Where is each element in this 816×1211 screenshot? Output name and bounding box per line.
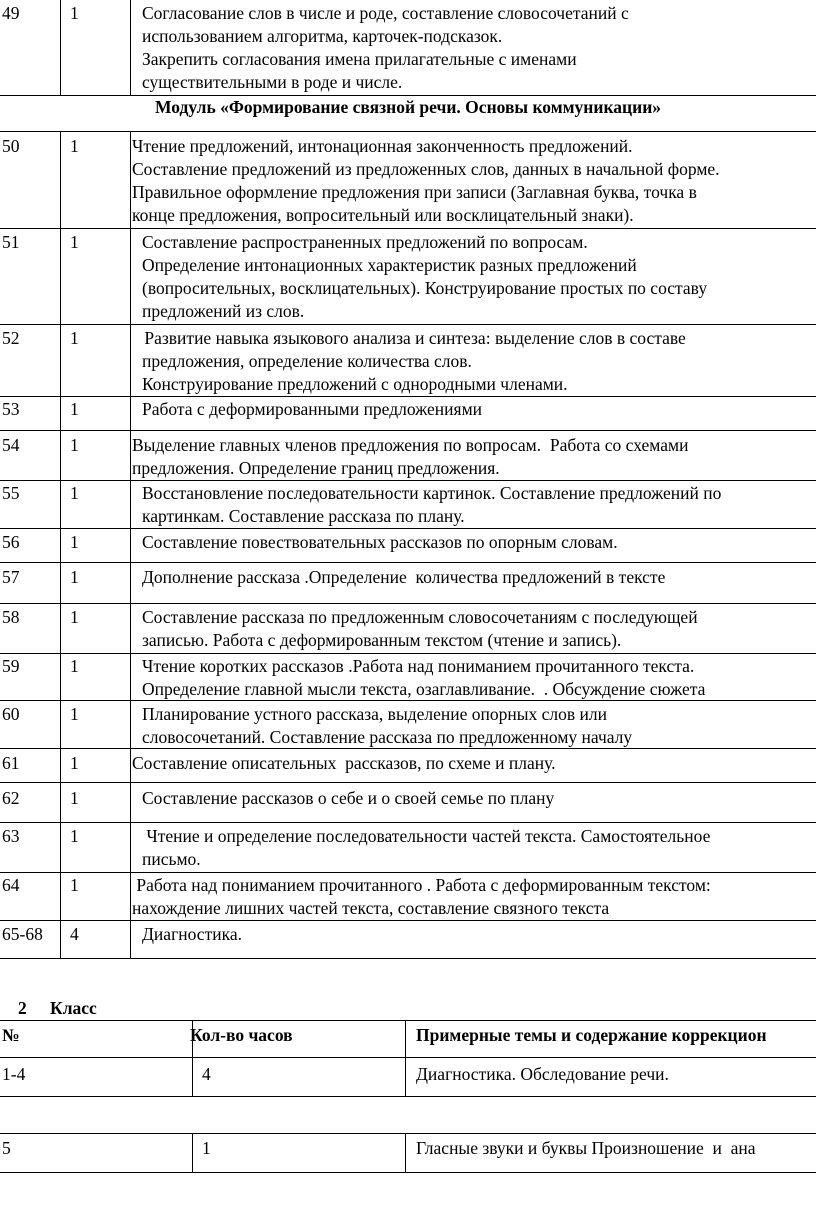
row-number: 53	[2, 399, 20, 419]
row-number: 56	[2, 532, 20, 552]
row-hours: 1	[70, 232, 79, 252]
row-text-line: Составление предложений из предложенных слов, данных в начальной форме.	[132, 159, 720, 179]
row-number: 5	[2, 1138, 11, 1158]
row-text-line: нахождение лишних частей текста, составление связного текста	[132, 898, 610, 918]
row-text-line: картинкам. Составление рассказа по плану.	[142, 506, 465, 526]
row-text-line: Дополнение рассказа .Определение количества предложений в тексте	[142, 567, 666, 587]
row-text-line: Планирование устного рассказа, выделение опорных слов или	[142, 704, 607, 724]
row-topic: Гласные звуки и буквы Произношение и ана	[416, 1138, 756, 1158]
row-number: 55	[2, 483, 20, 503]
row-number: 58	[2, 607, 20, 627]
header-hours: Кол-во часов	[190, 1025, 293, 1045]
header-number: №	[2, 1025, 20, 1045]
row-text-line: Восстановление последовательности картинок. Составление предложений по	[142, 483, 722, 503]
row-text-line: Выделение главных членов предложения по вопросам. Работа со схемами	[132, 435, 689, 455]
header-topics: Примерные темы и содержание коррекцион	[416, 1025, 767, 1045]
row-text-line: (вопросительных, восклицательных). Конструирование простых по составу	[142, 278, 708, 298]
row-text-line: Определение главной мысли текста, озаглавливание. . Обсуждение сюжета	[142, 679, 706, 699]
row-hours: 1	[70, 328, 79, 348]
row-text-line: Составление распространенных предложений по вопросам.	[142, 232, 588, 252]
row-text-line: Определение интонационных характеристик разных предложений	[142, 255, 637, 275]
row-hours: 1	[70, 607, 79, 627]
row-number: 65-68	[2, 924, 43, 944]
row-number: 1-4	[2, 1064, 26, 1084]
row-hours: 1	[70, 826, 79, 846]
row-number: 59	[2, 656, 20, 676]
row-number: 54	[2, 435, 20, 455]
row-hours: 1	[70, 532, 79, 552]
row-text-line: Составление рассказов о себе и о своей семье по плану	[142, 788, 555, 808]
row-number: 60	[2, 704, 20, 724]
row-number: 52	[2, 328, 20, 348]
row-number: 63	[2, 826, 20, 846]
row-text-line: Составление рассказа по предложенным словосочетаниям с последующей	[142, 607, 698, 627]
row-text-line: Чтение коротких рассказов .Работа над пониманием прочитанного текста.	[142, 656, 695, 676]
row-hours: 1	[70, 136, 79, 156]
row-text-line: предложения. Определение границ предложения.	[132, 458, 500, 478]
row-number: 64	[2, 875, 20, 895]
row-number: 51	[2, 232, 20, 252]
row-number: 49	[2, 3, 20, 23]
row-text-line: Чтение и определение последовательности частей текста. Самостоятельное	[142, 826, 711, 846]
module-heading: Модуль «Формирование связной речи. Основы коммуникации»	[154, 97, 662, 117]
row-hours: 1	[70, 875, 79, 895]
row-hours: 1	[70, 788, 79, 808]
section-number: 2	[18, 998, 27, 1018]
row-hours: 1	[70, 753, 79, 773]
row-text-line: предложений из слов.	[142, 301, 305, 321]
row-number: 57	[2, 567, 20, 587]
row-text-line: Развитие навыка языкового анализа и синтеза: выделение слов в составе	[140, 328, 686, 348]
row-text-line: Составление описательных рассказов, по схеме и плану.	[132, 753, 556, 773]
row-hours: 1	[70, 567, 79, 587]
row-text-line: существительными в роде и числе.	[142, 72, 403, 92]
row-hours: 1	[70, 704, 79, 724]
row-text-line: словосочетаний. Составление рассказа по предложенному началу	[142, 727, 633, 747]
row-hours: 1	[70, 483, 79, 503]
section-title: Класс	[50, 998, 97, 1018]
row-number: 61	[2, 753, 20, 773]
row-text-line: использованием алгоритма, карточек-подсказок.	[142, 26, 503, 46]
row-hours: 1	[70, 3, 79, 23]
row-text-line: предложения, определение количества слов.	[142, 351, 472, 371]
row-number: 50	[2, 136, 20, 156]
row-text-line: Работа над пониманием прочитанного . Работа с деформированным текстом:	[132, 875, 711, 895]
row-text-line: письмо.	[142, 849, 201, 869]
row-text-line: записью. Работа с деформированным текстом (чтение и запись).	[142, 630, 622, 650]
row-text-line: Закрепить согласования имена прилагательные с именами	[142, 49, 577, 69]
row-text-line: Согласование слов в числе и роде, составление словосочетаний с	[142, 3, 629, 23]
row-topic: Диагностика. Обследование речи.	[416, 1064, 669, 1084]
row-hours: 1	[202, 1138, 211, 1158]
row-hours: 4	[202, 1064, 211, 1084]
row-text-line: Чтение предложений, интонационная законченность предложений.	[132, 136, 633, 156]
row-text-line: Работа с деформированными предложениями	[142, 399, 483, 419]
row-text-line: Правильное оформление предложения при записи (Заглавная буква, точка в	[132, 182, 697, 202]
row-text-line: Диагностика.	[142, 924, 242, 944]
row-hours: 4	[70, 924, 79, 944]
row-hours: 1	[70, 656, 79, 676]
row-text-line: конце предложения, вопросительный или восклицательный знаки).	[132, 205, 634, 225]
row-hours: 1	[70, 435, 79, 455]
row-hours: 1	[70, 399, 79, 419]
row-text-line: Конструирование предложений с однородными членами.	[142, 374, 568, 394]
row-number: 62	[2, 788, 20, 808]
row-text-line: Составление повествовательных рассказов по опорным словам.	[142, 532, 618, 552]
